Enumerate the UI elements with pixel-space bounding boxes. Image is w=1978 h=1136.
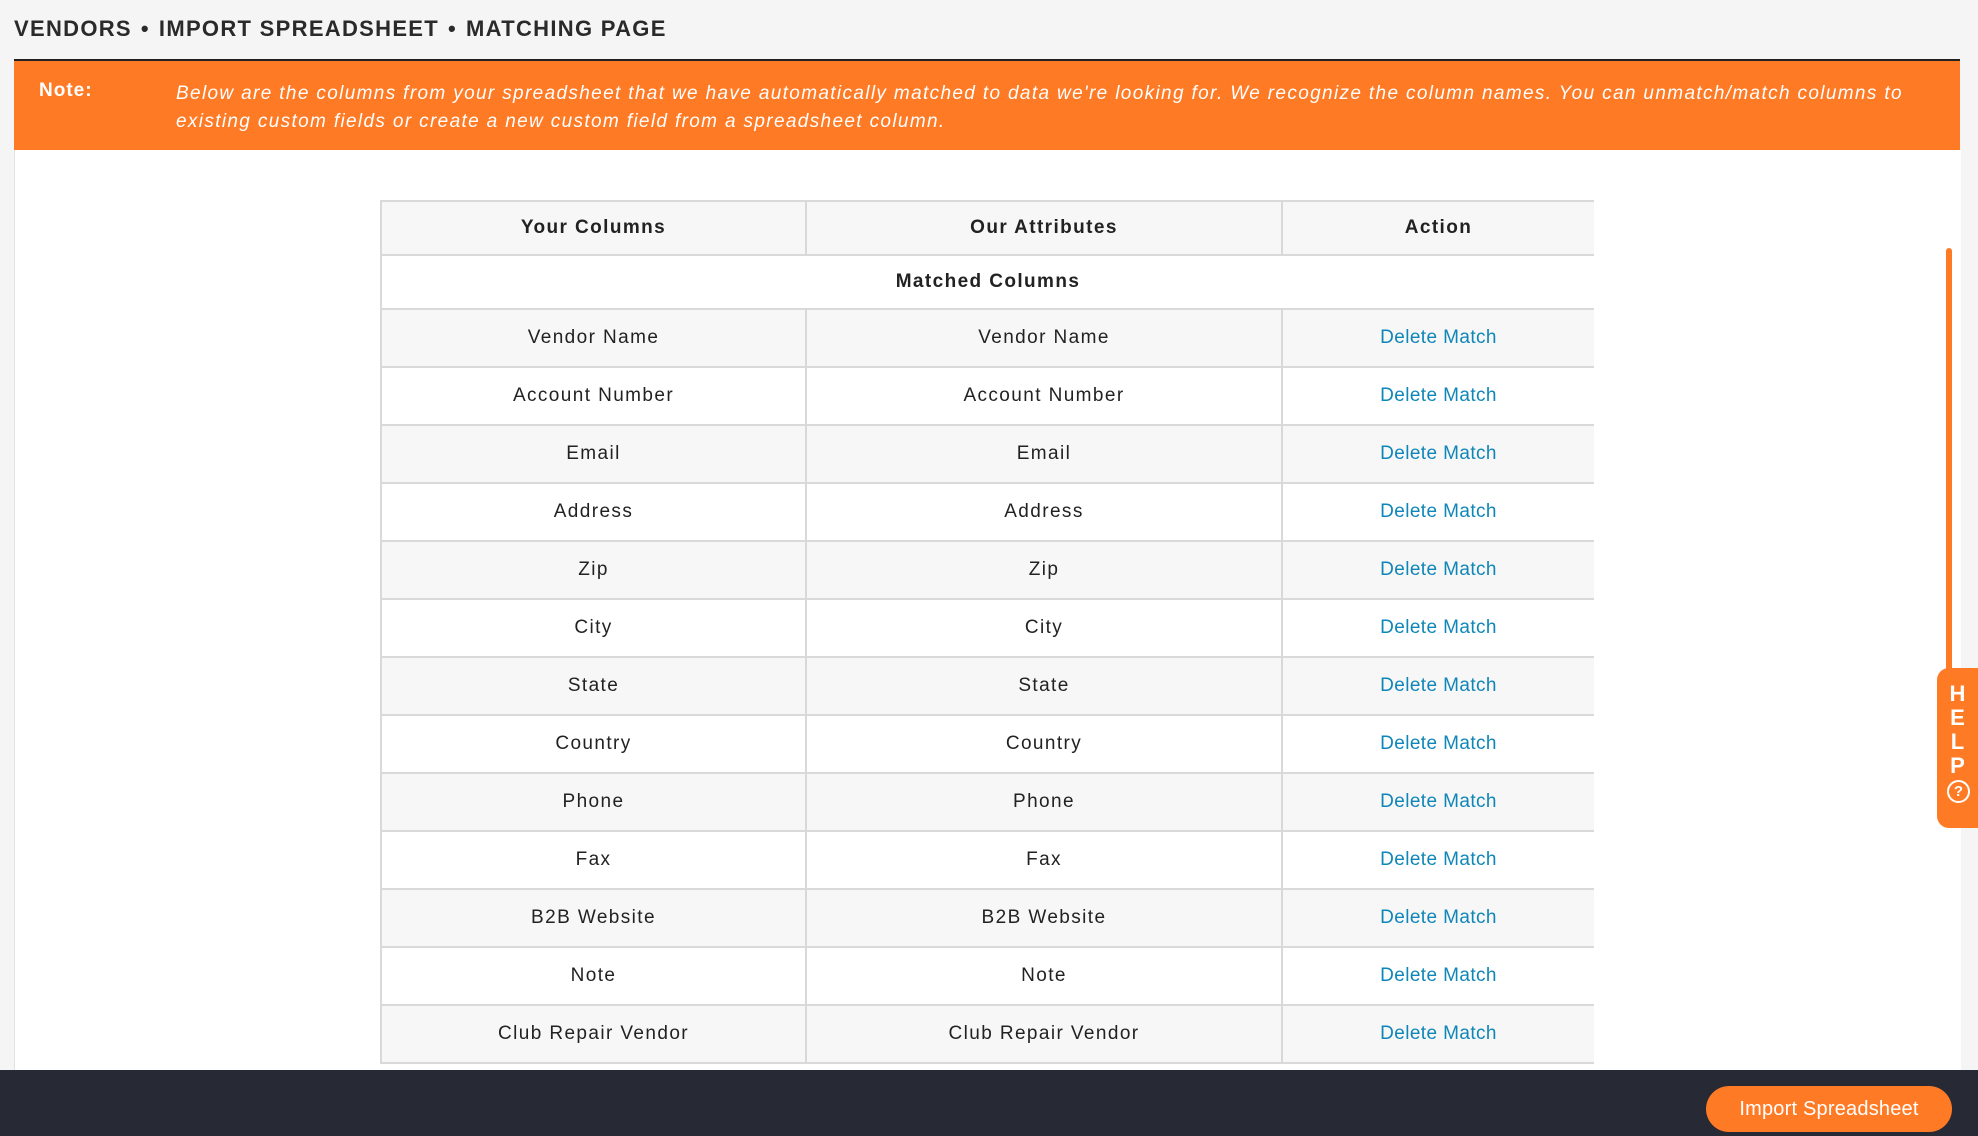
action-cell: [1282, 889, 1594, 947]
your-column-cell: Fax: [381, 831, 806, 889]
our-attribute-cell: Zip: [806, 541, 1282, 599]
table-row: [381, 947, 1594, 1005]
table-row: [381, 657, 1594, 715]
column-header-our-attributes: Our Attributes: [806, 201, 1282, 255]
group-label: Matched Columns: [381, 255, 1594, 309]
delete-match-link[interactable]: Delete Match: [1380, 675, 1497, 696]
action-cell: [1282, 541, 1594, 599]
your-column-cell: Note: [381, 947, 806, 1005]
delete-match-link[interactable]: Delete Match: [1380, 443, 1497, 464]
table-row: [381, 889, 1594, 947]
table-row: [381, 715, 1594, 773]
your-column-cell: Zip: [381, 541, 806, 599]
question-circle-icon: ?: [1947, 780, 1970, 803]
our-attribute-cell: B2B Website: [806, 889, 1282, 947]
delete-match-link[interactable]: Delete Match: [1380, 1023, 1497, 1044]
your-column-cell: Club Repair Vendor: [381, 1005, 806, 1063]
action-cell: [1282, 773, 1594, 831]
your-column-cell: State: [381, 657, 806, 715]
our-attribute-cell: City: [806, 599, 1282, 657]
delete-match-link[interactable]: Delete Match: [1380, 501, 1497, 522]
action-cell: [1282, 309, 1594, 367]
our-attribute-cell: State: [806, 657, 1282, 715]
delete-match-link[interactable]: Delete Match: [1380, 965, 1497, 986]
column-header-action: Action: [1282, 201, 1594, 255]
our-attribute-cell: Country: [806, 715, 1282, 773]
help-tab[interactable]: [1937, 668, 1978, 828]
our-attribute-cell: Note: [806, 947, 1282, 1005]
delete-match-link[interactable]: Delete Match: [1380, 327, 1497, 348]
delete-match-link[interactable]: Delete Match: [1380, 733, 1497, 754]
action-cell: [1282, 1005, 1594, 1063]
your-column-cell: Email: [381, 425, 806, 483]
breadcrumb: [14, 16, 667, 42]
breadcrumb-item-vendors[interactable]: VENDORS: [14, 16, 132, 41]
breadcrumb-item-matching-page: MATCHING PAGE: [466, 16, 667, 41]
your-column-cell: Address: [381, 483, 806, 541]
your-column-cell: Phone: [381, 773, 806, 831]
action-cell: [1282, 425, 1594, 483]
our-attribute-cell: Account Number: [806, 367, 1282, 425]
our-attribute-cell: Email: [806, 425, 1282, 483]
your-column-cell: Account Number: [381, 367, 806, 425]
table-row: [381, 483, 1594, 541]
our-attribute-cell: Phone: [806, 773, 1282, 831]
your-column-cell: B2B Website: [381, 889, 806, 947]
help-letter: H: [1949, 681, 1966, 706]
action-cell: [1282, 483, 1594, 541]
your-column-cell: Vendor Name: [381, 309, 806, 367]
action-cell: [1282, 599, 1594, 657]
delete-match-link[interactable]: Delete Match: [1380, 559, 1497, 580]
note-label: Note:: [39, 80, 93, 101]
action-cell: [1282, 831, 1594, 889]
action-cell: [1282, 715, 1594, 773]
matching-table: [380, 200, 1594, 1064]
table-row: [381, 831, 1594, 889]
bottom-action-bar: [0, 1070, 1978, 1136]
title-bar: [0, 0, 1978, 60]
delete-match-link[interactable]: Delete Match: [1380, 791, 1497, 812]
action-cell: [1282, 657, 1594, 715]
import-spreadsheet-button[interactable]: Import Spreadsheet: [1706, 1086, 1952, 1132]
table-row: [381, 367, 1594, 425]
your-column-cell: City: [381, 599, 806, 657]
table-row: [381, 1005, 1594, 1063]
help-letter: E: [1950, 705, 1965, 730]
note-text: Below are the columns from your spreadsheet that we have automatically matched to data we're looking for. We recognize the column names. You can unmatch/match columns to existing custom fields or create a new custom field from a spreadsheet column.: [176, 83, 1903, 132]
delete-match-link[interactable]: Delete Match: [1380, 385, 1497, 406]
our-attribute-cell: Vendor Name: [806, 309, 1282, 367]
action-cell: [1282, 367, 1594, 425]
our-attribute-cell: Fax: [806, 831, 1282, 889]
table-header-row: [381, 201, 1594, 255]
table-row: [381, 599, 1594, 657]
matching-table-container: [380, 200, 1594, 1070]
table-row: [381, 773, 1594, 831]
help-label: [1937, 682, 1978, 778]
table-row: [381, 541, 1594, 599]
breadcrumb-separator: •: [140, 16, 150, 41]
delete-match-link[interactable]: Delete Match: [1380, 617, 1497, 638]
action-cell: [1282, 947, 1594, 1005]
column-header-your-columns: Your Columns: [381, 201, 806, 255]
table-row: [381, 309, 1594, 367]
group-row-matched-columns: [381, 255, 1594, 309]
our-attribute-cell: Address: [806, 483, 1282, 541]
help-letter: L: [1950, 729, 1965, 754]
delete-match-link[interactable]: Delete Match: [1380, 849, 1497, 870]
delete-match-link[interactable]: Delete Match: [1380, 907, 1497, 928]
table-body: [381, 255, 1594, 1063]
table-row: [381, 425, 1594, 483]
your-column-cell: Country: [381, 715, 806, 773]
breadcrumb-separator: •: [448, 16, 458, 41]
our-attribute-cell: Club Repair Vendor: [806, 1005, 1282, 1063]
breadcrumb-item-import-spreadsheet[interactable]: IMPORT SPREADSHEET: [158, 16, 440, 41]
help-letter: P: [1950, 753, 1965, 778]
note-banner: [14, 61, 1960, 150]
